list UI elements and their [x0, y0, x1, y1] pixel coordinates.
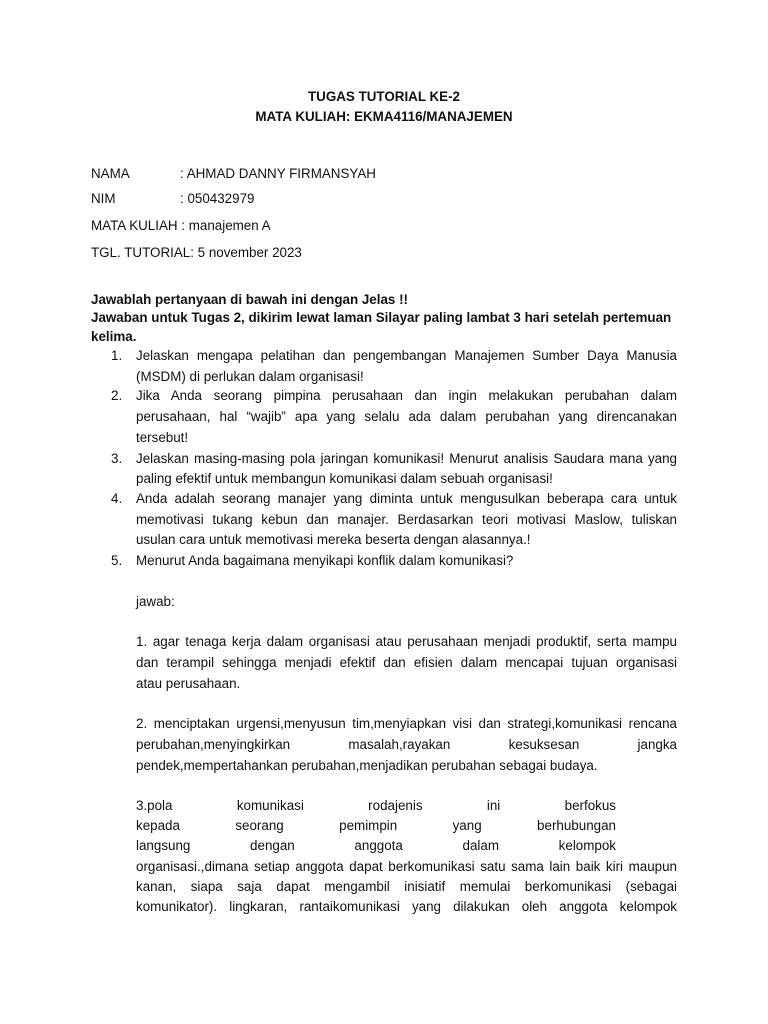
question-line: tersebut! — [136, 430, 189, 445]
question-line: perusahaan, hal “wajib” apa yang selalu ada dalam perubahan yang direncanakan — [136, 409, 677, 424]
tgl-tutorial-line: TGL. TUTORIAL: 5 november 2023 — [91, 245, 302, 260]
nama-label: NAMA — [91, 166, 130, 181]
instruction-line-1: Jawablah pertanyaan di bawah ini dengan Jelas !! — [91, 292, 409, 307]
answer-line: 3.pola komunikasi rodajenis ini berfokus — [136, 798, 616, 813]
instruction-line-3: kelima. — [91, 329, 137, 344]
question-line: Jelaskan masing-masing pola jaringan komunikasi! Menurut analisis Saudara mana yang — [136, 451, 677, 466]
question-number: 4. — [111, 491, 123, 506]
question-number: 1. — [111, 348, 123, 363]
nim-label: NIM — [91, 191, 116, 206]
nim-value: : 050432979 — [180, 191, 255, 206]
instruction-line-2: Jawaban untuk Tugas 2, dikirim lewat laman Silayar paling lambat 3 hari setelah pertemuan — [91, 310, 672, 325]
question-line: paling efektif untuk membangun komunikasi dalam sebuah organisasi! — [136, 471, 553, 486]
answer-line: dan terampil sehingga menjadi efektif dan efisien dalam mencapai tujuan organisasi — [136, 655, 677, 670]
answer-line: 2. menciptakan urgensi,menyusun tim,menyiapkan visi dan strategi,komunikasi rencana — [136, 716, 677, 731]
answer-line: 1. agar tenaga kerja dalam organisasi atau perusahaan menjadi produktif, serta mampu — [136, 634, 677, 649]
question-number: 5. — [111, 553, 123, 568]
answer-line: kepada seorang pemimpin yang berhubungan — [136, 818, 616, 833]
question-line: memotivasi tukang kebun dan manajer. Berdasarkan teori motivasi Maslow, tuliskan — [136, 512, 677, 527]
question-number: 3. — [111, 451, 123, 466]
question-number: 2. — [111, 388, 123, 403]
question-line: (MSDM) di perlukan dalam organisasi! — [136, 369, 364, 384]
answer-line: atau perusahaan. — [136, 676, 241, 691]
question-line: usulan cara untuk memotivasi mereka beserta dengan alasannya.! — [136, 532, 531, 547]
question-line: Jelaskan mengapa pelatihan dan pengembangan Manajemen Sumber Daya Manusia — [136, 348, 677, 363]
document-title: TUGAS TUTORIAL KE-2 — [307, 89, 461, 104]
course-title: MATA KULIAH: EKMA4116/MANAJEMEN — [255, 109, 513, 124]
answer-line: kanan, siapa saja dapat mengambil inisiatif memulai berkomunikasi (sebagai — [136, 879, 677, 894]
mata-kuliah-line: MATA KULIAH : manajemen A — [91, 218, 271, 233]
question-line: Anda adalah seorang manajer yang diminta untuk mengusulkan beberapa cara untuk — [136, 491, 677, 506]
answer-line: komunikator). lingkaran, rantaikomunikasi yang dilakukan oleh anggota kelompok — [136, 899, 677, 914]
answer-line: pendek,mempertahankan perubahan,menjadikan perubahan sebagai budaya. — [136, 758, 598, 773]
answer-line: perubahan,menyingkirkan masalah,rayakan kesuksesan jangka — [136, 737, 677, 752]
nama-value: : AHMAD DANNY FIRMANSYAH — [180, 166, 376, 181]
question-line: Menurut Anda bagaimana menyikapi konflik dalam komunikasi? — [136, 553, 514, 568]
answer-line: langsung dengan anggota dalam kelompok — [136, 838, 616, 853]
answer-line: organisasi.,dimana setiap anggota dapat berkomunikasi satu sama lain baik kiri maupun — [136, 859, 677, 874]
question-line: Jika Anda seorang pimpina perusahaan dan ingin melakukan perubahan dalam — [136, 388, 677, 403]
answer-label: jawab: — [136, 594, 175, 609]
